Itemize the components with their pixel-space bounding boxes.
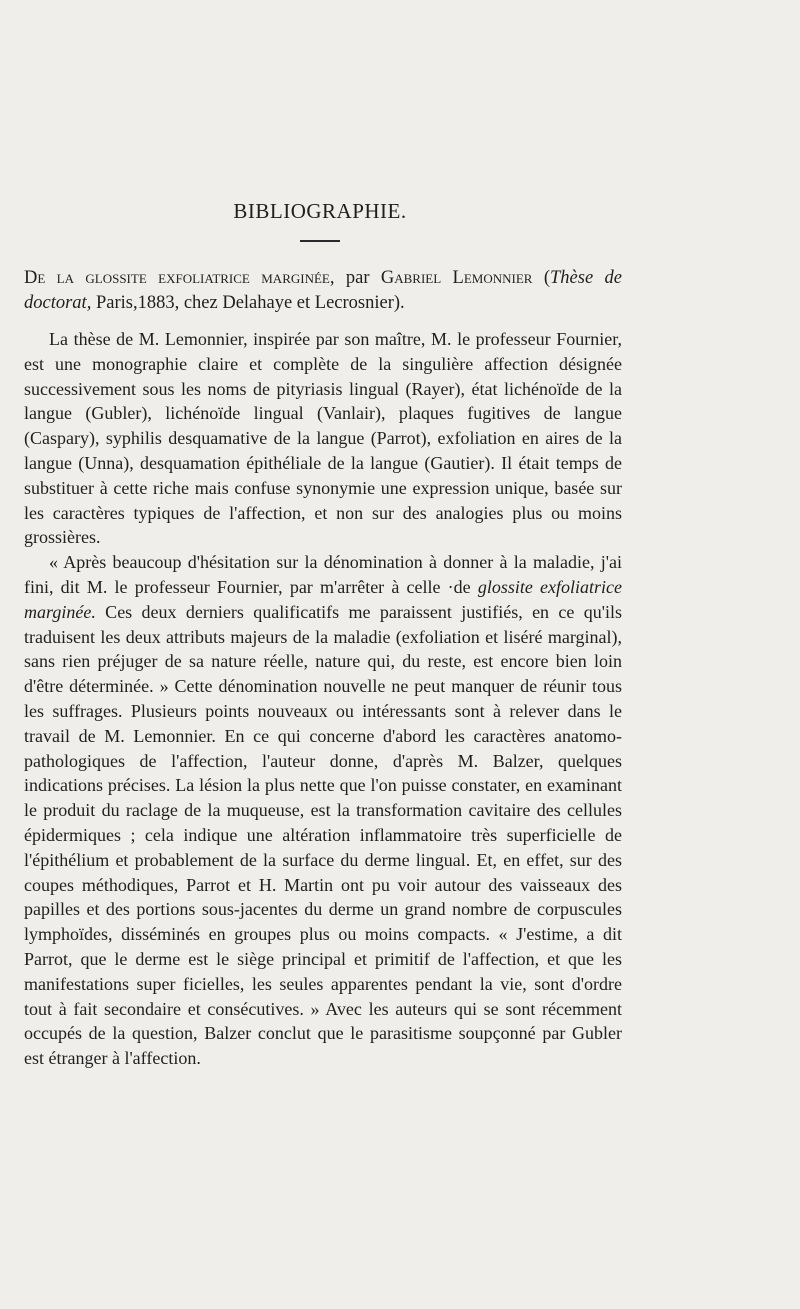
citation-title: De la glossite exfoliatrice marginée, [24, 268, 335, 288]
citation-details: Paris,1883, chez Delahaye et Lecrosnier). [91, 293, 405, 313]
quote-term: glossite exfoliatrice marginée. [24, 576, 623, 622]
paragraph-quote [24, 550, 622, 1071]
bibliographic-citation [24, 266, 622, 316]
review-body [24, 327, 622, 1071]
citation-open-paren: ( [532, 268, 551, 288]
citation-author: Gabriel Lemonnier [380, 268, 533, 288]
quote-after: Ces deux derniers qualificatifs me paraissent justifiés, en ce qu'ils traduisent les deux attributs majeurs de la maladie (exfoliation et liséré marginal), sans rien préjuger de sa nature réelle, nature qui, du reste, est encore bien loin d'être déterminée. » Cette dénomination nouvelle ne peut manquer de réunir tous les suffrages. Plusieurs points nouveaux ou intéressants sont à relever dans le travail de M. Lemonnier. En ce qui concerne d'abord les caractères anatomo-pathologiques de l'affection, l'auteur donne, d'après M. Balzer, quelques indications précises. La lésion la plus nette que l'on puisse constater, en examinant le produit du raclage de la muqueuse, est la transformation cavitaire des cellules épidermiques ; cela indique une altération inflammatoire très superficielle de l'épithélium et probablement de la surface du derme lingual. Et, en effet, sur des coupes méthodiques, Parrot et H. Martin ont pu voir autour des vaisseaux des papilles et des portions sous-jacentes du derme un grand nombre de corpuscules lymphoïdes, disséminés en groupes plus ou moins compacts. « J'estime, a dit Parrot, que le derme est le siège principal et primitif de l'affection, et que les manifestations super ficielles, les seules apparentes pendant la vie, sont d'ordre tout à fait secondaire et consécutives. » Avec les auteurs qui se sont récemment occupés de la question, Balzer conclut que le parasitisme soupçonné par Gubler est étranger à l'affection. [24, 601, 622, 1069]
paragraph-intro: La thèse de M. Lemonnier, inspirée par son maître, M. le professeur Fournier, est une monographie claire et complète de la singulière affection désignée successivement sous les noms de pityriasis lingual (Rayer), état lichénoïde de la langue (Gubler), lichénoïde lingual (Vanlair), plaques fugitives de langue (Caspary), syphilis desquamative de la langue (Parrot), exfoliation en aires de la langue (Unna), desquamation épithéliale de la langue (Gautier). Il était temps de substituer à cette riche mais confuse synonymie une expression unique, basée sur les caractères typiques de l'affection, et non sur des analogies plus ou moins grossières. [24, 329, 622, 548]
heading-rule [300, 240, 340, 242]
citation-work: Thèse de doctorat, [24, 268, 623, 313]
section-heading: BIBLIOGRAPHIE. [233, 199, 407, 223]
citation-by: par [334, 268, 381, 288]
quote-before: « Après beaucoup d'hésitation sur la dénomination à donner à la maladie, j'ai fini, dit M. le professeur Fournier, par m'arrêter à celle ·de [24, 552, 622, 597]
